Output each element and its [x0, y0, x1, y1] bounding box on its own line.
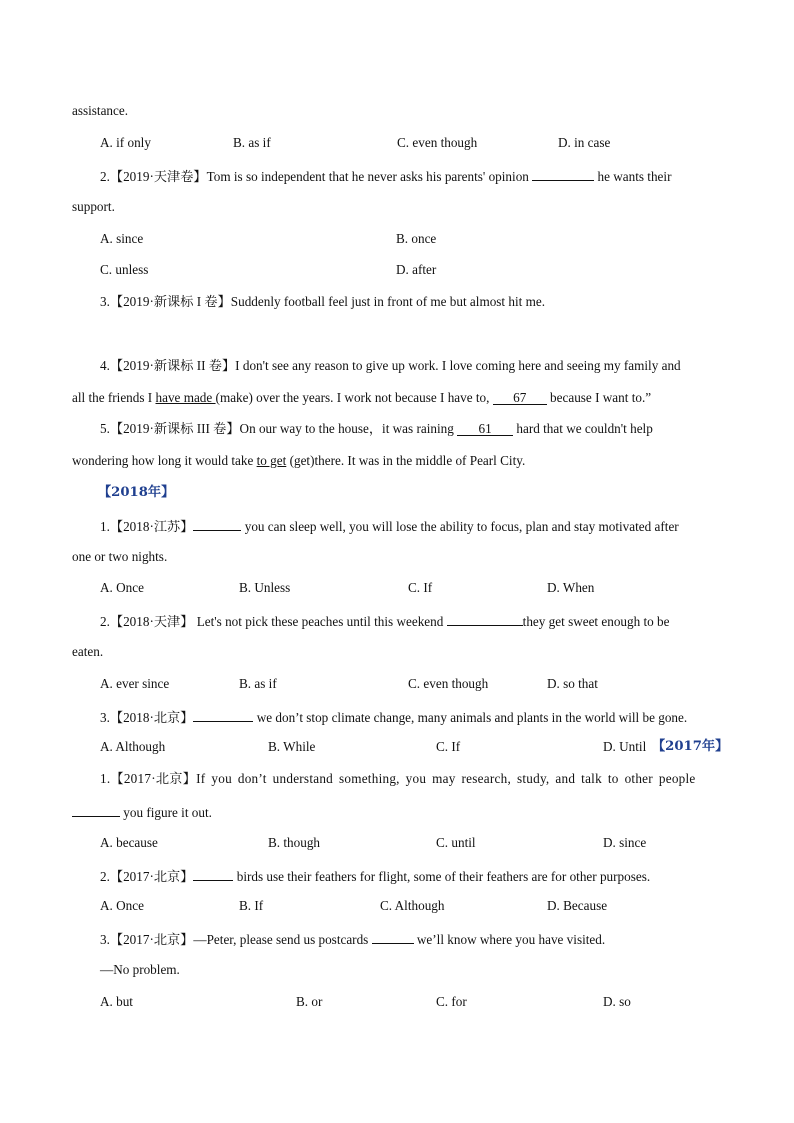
answer-blank [372, 931, 414, 944]
question-2017-3: 3.【2017·北京】—Peter, please send us postcards we’ll know where you have visited. [100, 932, 606, 947]
option-c: C. for [436, 994, 467, 1009]
option-d: D. since [603, 835, 647, 850]
option-d: D. after [396, 262, 437, 277]
option-b: B. While [268, 739, 316, 754]
option-b: B. though [268, 835, 321, 850]
option-c: C. unless [100, 262, 149, 277]
answer-blank [72, 804, 120, 817]
option-d: D. so that [547, 676, 598, 691]
answer-blank [193, 518, 241, 531]
section-heading-2017: 【2017年】 [652, 739, 729, 754]
question-2019-5: 5.【2019·新课标 III 卷】On our way to the house，it was raining 61 hard that we couldn't help [100, 421, 653, 436]
question-continuation: eaten. [72, 644, 104, 659]
filled-answer: have made [155, 390, 216, 405]
question-continuation: you figure it out. [72, 804, 212, 819]
option-a: A. Once [100, 898, 144, 913]
answer-blank [193, 709, 253, 722]
reply-line: —No problem. [100, 962, 180, 977]
question-2019-4: 4.【2019·新课标 II 卷】I don't see any reason to give up work. I love coming here and seeing my family and [100, 358, 681, 373]
option-a: A. but [100, 994, 133, 1009]
option-a: A. Although [100, 739, 166, 754]
option-c: C. until [436, 835, 476, 850]
answer-blank [193, 868, 233, 881]
option-c: C. even though [408, 676, 489, 691]
option-c: C. even though [397, 135, 478, 150]
question-continuation: assistance. [72, 103, 129, 118]
option-c: C. If [436, 739, 461, 754]
option-c: C. Although [380, 898, 445, 913]
option-b: B. or [296, 994, 323, 1009]
filled-answer: 61 [457, 422, 513, 436]
filled-answer: to get [256, 453, 287, 468]
question-2017-1: 1.【2017·北京】If you don’t understand something, you may research, study, and talk to other people [100, 771, 696, 786]
filled-answer: 67 [493, 391, 547, 405]
option-c: C. If [408, 580, 433, 595]
question-2019-3: 3.【2019·新课标 I 卷】Suddenly football feel just in front of me but almost hit me. [100, 294, 546, 309]
question-continuation: all the friends I have made (make) over the years. I work not because I have to, 67 because I want to.” [72, 390, 652, 405]
answer-blank [532, 168, 594, 181]
question-continuation: support. [72, 199, 115, 214]
question-continuation: wondering how long it would take to get (get)there. It was in the middle of Pearl City. [72, 453, 526, 468]
option-a: A. ever since [100, 676, 170, 691]
option-b: B. as if [239, 676, 277, 691]
option-a: A. because [100, 835, 158, 850]
question-continuation: one or two nights. [72, 549, 168, 564]
option-b: B. once [396, 231, 437, 246]
option-a: A. since [100, 231, 144, 246]
option-b: B. as if [233, 135, 271, 150]
option-d: D. in case [558, 135, 611, 150]
option-a: A. Once [100, 580, 144, 595]
question-2018-2: 2.【2018·天津】 Let's not pick these peaches until this weekend they get sweet enough to be [100, 614, 670, 629]
option-b: B. If [239, 898, 264, 913]
question-2019-2: 2.【2019·天津卷】Tom is so independent that he never asks his parents' opinion he wants their [100, 169, 672, 184]
question-2018-1: 1.【2018·江苏】 you can sleep well, you will lose the ability to focus, plan and stay motivated after [100, 519, 679, 534]
option-d: D. Because [547, 898, 608, 913]
option-b: B. Unless [239, 580, 291, 595]
section-heading-2018: 【2018年】 [98, 485, 175, 500]
option-d: D. Until [603, 739, 647, 754]
question-2017-2: 2.【2017·北京】 birds use their feathers for flight, some of their feathers are for other purposes. [100, 869, 651, 884]
option-d: D. When [547, 580, 595, 595]
answer-blank [447, 613, 523, 626]
question-2018-3: 3.【2018·北京】 we don’t stop climate change, many animals and plants in the world will be gone. [100, 710, 688, 725]
option-a: A. if only [100, 135, 151, 150]
option-d: D. so [603, 994, 631, 1009]
